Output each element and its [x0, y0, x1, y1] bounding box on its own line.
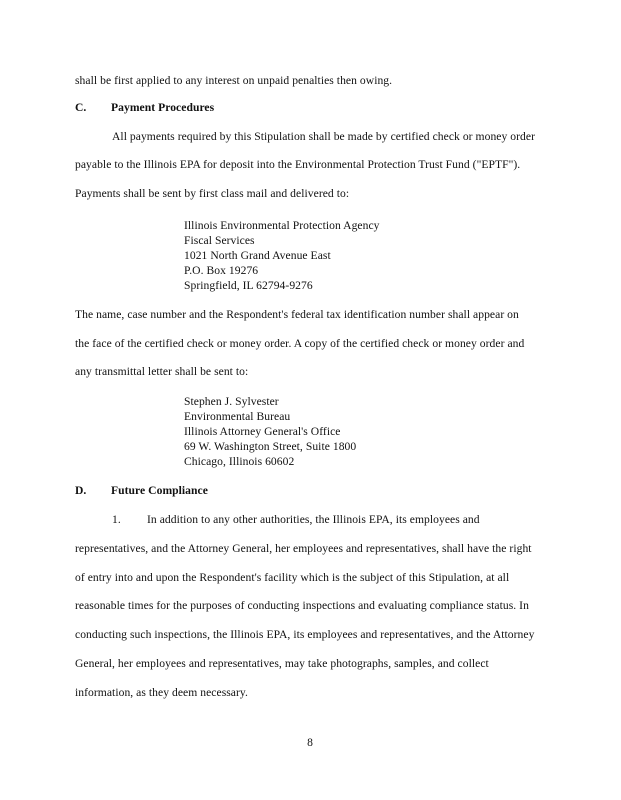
section-d-letter: D.: [75, 484, 87, 497]
paragraph-line: any transmittal letter shall be sent to:: [75, 365, 249, 378]
paragraph-line: The name, case number and the Respondent's federal tax identification number shall appear on: [75, 308, 519, 321]
address-line: P.O. Box 19276: [184, 264, 259, 277]
paragraph-line: All payments required by this Stipulation shall be made by certified check or money order: [112, 130, 535, 143]
paragraph-line: In addition to any other authorities, the Illinois EPA, its employees and: [147, 513, 480, 526]
paragraph-line: the face of the certified check or money order. A copy of the certified check or money order and: [75, 337, 525, 350]
section-c-letter: C.: [75, 101, 87, 114]
paragraph-line: representatives, and the Attorney General, her employees and representatives, shall have the right: [75, 542, 532, 555]
address-line: Environmental Bureau: [184, 410, 291, 423]
address-line: 69 W. Washington Street, Suite 1800: [184, 440, 357, 453]
address-line: 1021 North Grand Avenue East: [184, 249, 331, 262]
paragraph-line: General, her employees and representatives, may take photographs, samples, and collect: [75, 657, 489, 670]
address-line: Chicago, Illinois 60602: [184, 455, 295, 468]
paragraph-line: Payments shall be sent by first class mail and delivered to:: [75, 187, 350, 200]
paragraph-line: reasonable times for the purposes of conducting inspections and evaluating compliance status. In: [75, 599, 529, 612]
paragraph-line: of entry into and upon the Respondent's facility which is the subject of this Stipulation, at all: [75, 571, 510, 584]
address-line: Springfield, IL 62794-9276: [184, 279, 313, 292]
address-line: Illinois Attorney General's Office: [184, 425, 341, 438]
paragraph-line: conducting such inspections, the Illinois EPA, its employees and representatives, and the Attorney: [75, 628, 535, 641]
section-d-heading: Future Compliance: [111, 484, 208, 497]
continued-line: shall be first applied to any interest on unpaid penalties then owing.: [75, 74, 393, 87]
paragraph-line: payable to the Illinois EPA for deposit into the Environmental Protection Trust Fund ("EPTF").: [75, 158, 521, 171]
paragraph-line: information, as they deem necessary.: [75, 686, 248, 699]
address-line: Fiscal Services: [184, 234, 255, 247]
item-number: 1.: [112, 513, 121, 526]
address-line: Stephen J. Sylvester: [184, 395, 279, 408]
address-line: Illinois Environmental Protection Agency: [184, 219, 380, 232]
section-c-heading: Payment Procedures: [111, 101, 215, 114]
page-number: 8: [307, 736, 313, 749]
